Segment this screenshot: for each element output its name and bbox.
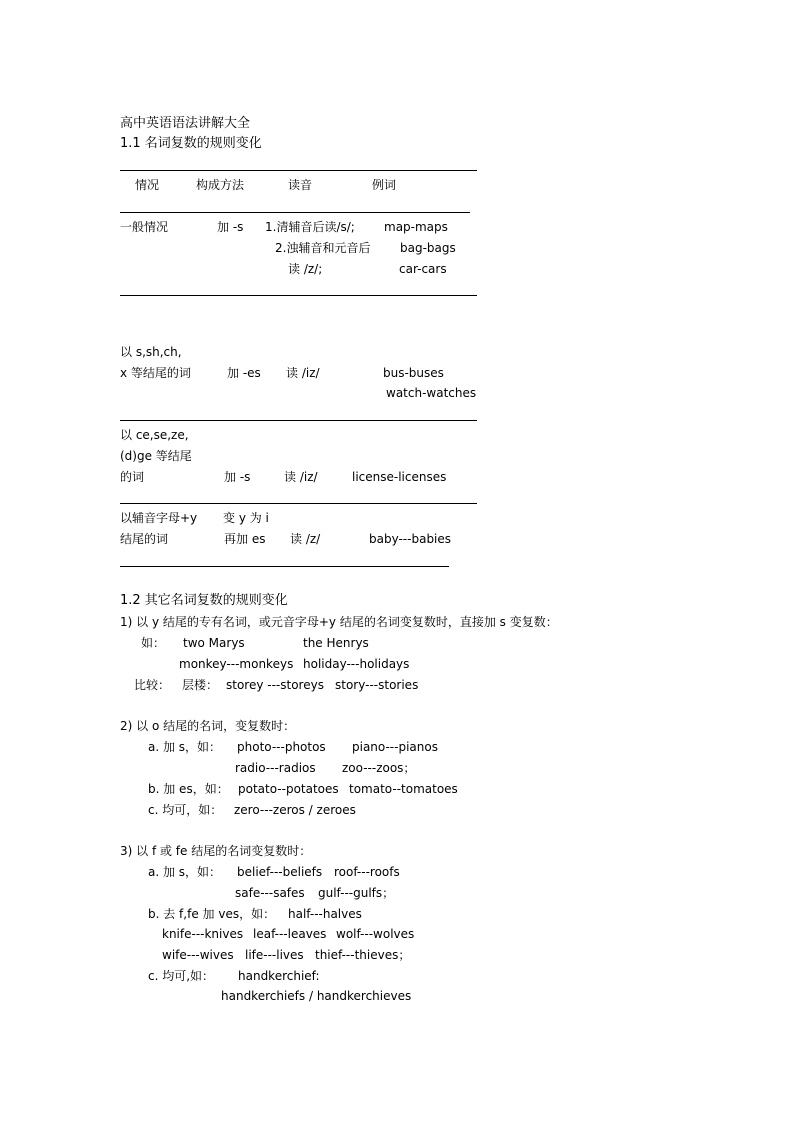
header-situation: 情况 xyxy=(135,178,160,192)
row2-situation-2: x 等结尾的词 xyxy=(120,366,191,380)
row2-example-1: bus-buses xyxy=(383,366,444,380)
point3-example-7: leaf---leaves xyxy=(253,927,327,941)
point2-heading: 2) 以 o 结尾的名词，变复数时： xyxy=(120,719,296,733)
row4-pron: 读 /z/ xyxy=(290,532,321,546)
table-rule-header xyxy=(120,212,470,213)
table-rule-top xyxy=(120,170,477,171)
table-rule-1 xyxy=(120,295,477,296)
document-title: 高中英语语法讲解大全 xyxy=(120,116,251,131)
point1-example-3: monkey---monkeys xyxy=(179,657,294,671)
point2-example-1: photo---photos xyxy=(237,740,326,754)
point3-example-13: handkerchiefs / handkerchieves xyxy=(221,989,412,1003)
row3-method: 加 -s xyxy=(224,470,251,484)
row1-pron-1: 1.清辅音后读/s/; xyxy=(265,220,355,234)
point2-example-3: radio---radios xyxy=(235,761,316,775)
point3-example-11: thief---thieves； xyxy=(315,948,411,962)
point3-a-label: a. 加 s，如： xyxy=(148,865,222,879)
row3-pron: 读 /iz/ xyxy=(284,470,318,484)
point1-heading: 1) 以 y 结尾的专有名词，或元音字母+y 结尾的名词变复数时，直接加 s 变复数： xyxy=(120,615,558,629)
point2-example-6: tomato--tomatoes xyxy=(349,782,458,796)
point2-b-label: b. 加 es，如： xyxy=(148,782,229,796)
point1-ru-label: 如： xyxy=(141,636,166,650)
header-method: 构成方法 xyxy=(196,178,245,192)
point3-example-10: life---lives xyxy=(245,948,304,962)
table-rule-3 xyxy=(120,503,477,504)
point3-example-12: handkerchief: xyxy=(238,969,320,983)
row1-method: 加 -s xyxy=(217,220,244,234)
point2-example-5: potato--potatoes xyxy=(238,782,339,796)
point3-b-label: b. 去 f,fe 加 ves，如： xyxy=(148,907,276,921)
point1-compare-label: 比较： xyxy=(134,678,171,692)
point3-c-label: c. 均可,如： xyxy=(148,969,215,983)
section-heading-1-2: 1.2 其它名词复数的规则变化 xyxy=(120,593,288,608)
point1-floor-label: 层楼： xyxy=(182,678,219,692)
point1-example-5: storey ---storeys xyxy=(226,678,324,692)
point1-example-1: two Marys xyxy=(183,636,245,650)
point2-example-4: zoo---zoos； xyxy=(342,761,416,775)
point3-example-6: knife---knives xyxy=(162,927,244,941)
table-rule-2 xyxy=(120,420,477,421)
row4-method-1: 变 y 为 i xyxy=(223,511,269,525)
row4-situation-2: 结尾的词 xyxy=(120,532,169,546)
row1-example-2: bag-bags xyxy=(400,241,456,255)
row4-example: baby---babies xyxy=(369,532,452,546)
row1-example-1: map-maps xyxy=(384,220,448,234)
row1-situation: 一般情况 xyxy=(120,220,169,234)
row2-method: 加 -es xyxy=(227,366,261,380)
row1-example-3: car-cars xyxy=(399,262,447,276)
point3-example-1: belief---beliefs xyxy=(237,865,323,879)
point3-example-4: gulf---gulfs； xyxy=(318,886,395,900)
point2-example-2: piano---pianos xyxy=(352,740,438,754)
point1-example-4: holiday---holidays xyxy=(303,657,410,671)
point3-heading: 3) 以 f 或 fe 结尾的名词变复数时： xyxy=(120,844,312,858)
point3-example-9: wife---wives xyxy=(162,948,234,962)
header-pronunciation: 读音 xyxy=(288,178,313,192)
row3-example: license-licenses xyxy=(352,470,447,484)
row1-pron-2: 2.浊辅音和元音后 xyxy=(275,241,371,255)
table-rule-bottom xyxy=(120,566,449,567)
row2-example-2: watch-watches xyxy=(386,386,477,400)
row2-situation-1: 以 s,sh,ch, xyxy=(120,345,182,359)
row4-situation-1: 以辅音字母+y xyxy=(120,511,198,525)
point2-example-7: zero---zeros / zeroes xyxy=(234,803,356,817)
row3-situation-3: 的词 xyxy=(120,470,145,484)
row2-pron: 读 /iz/ xyxy=(286,366,320,380)
row3-situation-1: 以 ce,se,ze, xyxy=(120,428,189,442)
row3-situation-2: (d)ge 等结尾 xyxy=(120,449,192,463)
point3-example-2: roof---roofs xyxy=(334,865,400,879)
point2-c-label: c. 均可，如： xyxy=(148,803,223,817)
point3-example-5: half---halves xyxy=(288,907,362,921)
point1-example-6: story---stories xyxy=(335,678,419,692)
point1-example-2: the Henrys xyxy=(303,636,369,650)
point3-example-3: safe---safes xyxy=(235,886,305,900)
header-example: 例词 xyxy=(372,178,397,192)
row4-method-2: 再加 es xyxy=(224,532,266,546)
section-heading-1-1: 1.1 名词复数的规则变化 xyxy=(120,136,262,151)
point2-a-label: a. 加 s，如： xyxy=(148,740,222,754)
point3-example-8: wolf---wolves xyxy=(336,927,415,941)
row1-pron-3: 读 /z/; xyxy=(288,262,323,276)
